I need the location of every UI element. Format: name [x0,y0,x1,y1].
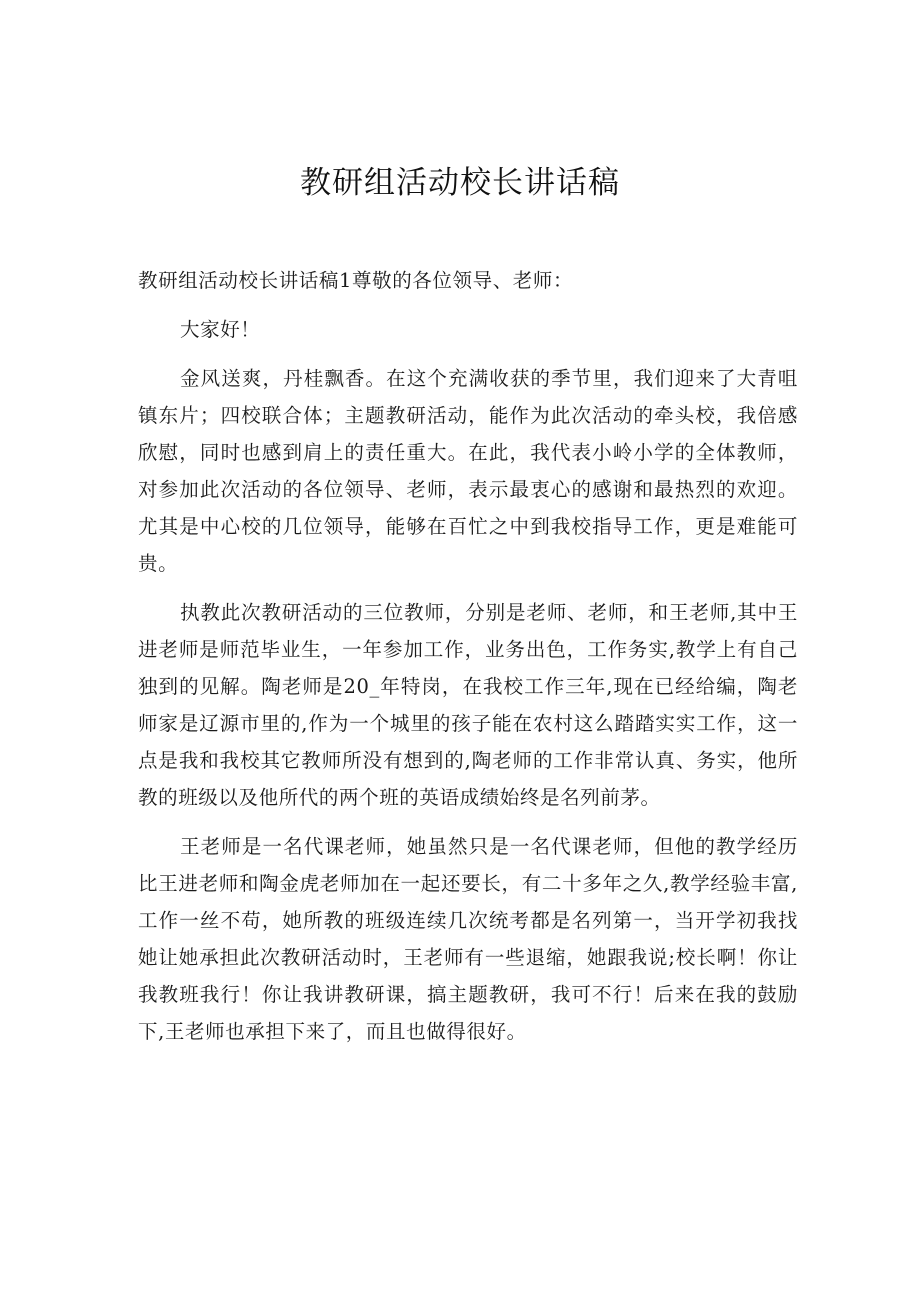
paragraph-teacher-wang: 王老师是一名代课老师，她虽然只是一名代课老师，但他的教学经历比王进老师和陶金虎老师加在一起还要长，有二十多年之久,教学经验丰富,工作一丝不苟，她所教的班级连续几次统考都是名列第一，当开学初我找她让她承担此次教研活动时，王老师有一些退缩，她跟我说;校长啊！你让我教班我行！你让我讲教研课，搞主题教研，我可不行！后来在我的鼓励下,王老师也承担下来了，而且也做得很好。 [138,835,798,1043]
document-body [138,262,798,1062]
document-title: 教研组活动校长讲话稿 [300,165,620,201]
paragraph-salutation: 教研组活动校长讲话稿1尊敬的各位领导、老师： [138,269,574,292]
paragraph-teachers-intro: 执教此次教研活动的三位教师，分别是老师、老师，和王老师,其中王进老师是师范毕业生，一年参加工作，业务出色，工作务实,教学上有自己独到的见解。陶老师是20_年特岗，在我校工作三年,现在已经给编，陶老师家是辽源市里的,作为一个城里的孩子能在农村这么踏踏实实工作，这一点是我和我校其它教师所没有想到的,陶老师的工作非常认真、务实，他所教的班级以及他所代的两个班的英语成绩始终是名列前茅。 [138,601,798,809]
paragraph-greeting: 大家好！ [180,318,261,341]
paragraph-welcome: 金风送爽，丹桂飘香。在这个充满收获的季节里，我们迎来了大青咀镇东片；四校联合体；主题教研活动，能作为此次活动的牵头校，我倍感欣慰，同时也感到肩上的责任重大。在此，我代表小岭小学的全体教师，对参加此次活动的各位领导、老师，表示最衷心的感谢和最热烈的欢迎。尤其是中心校的几位领导，能够在百忙之中到我校指导工作，更是难能可贵。 [138,367,798,575]
